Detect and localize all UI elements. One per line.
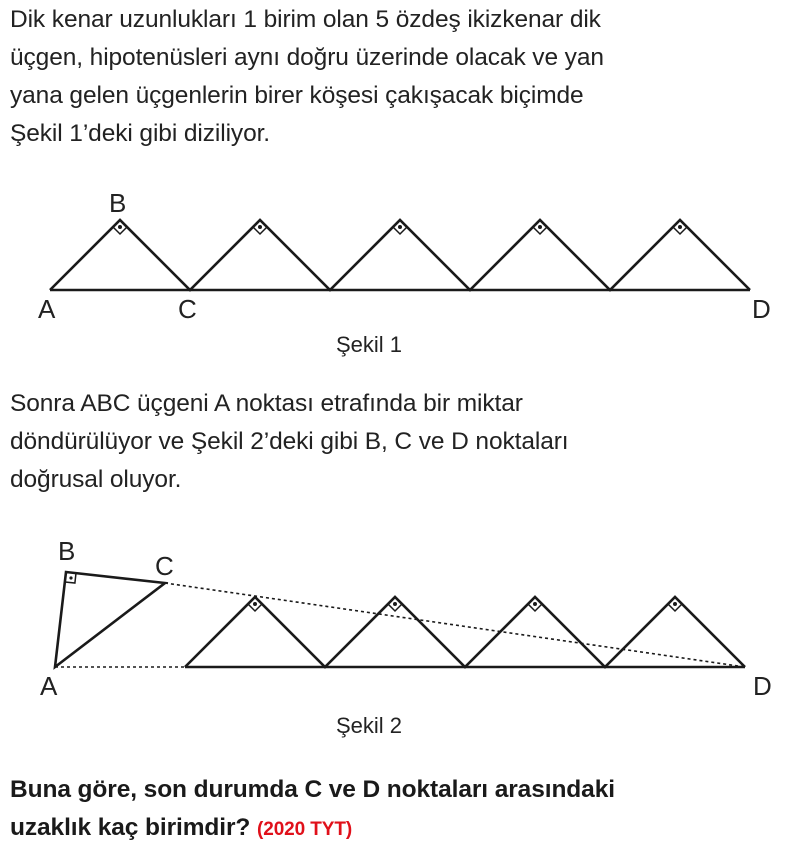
rotated-triangle-abc xyxy=(55,572,165,667)
dotted-line-c-to-d xyxy=(165,583,745,667)
intro-paragraph xyxy=(10,1,795,153)
triangle-legs xyxy=(185,597,745,667)
right-angle-dot xyxy=(253,602,257,606)
question-line: uzaklık kaç birimdir? xyxy=(10,814,251,841)
figure-2-caption: Şekil 2 xyxy=(336,713,403,738)
right-angle-dot xyxy=(398,225,402,229)
middle-paragraph xyxy=(10,385,795,499)
right-angle-dot xyxy=(69,576,72,579)
intro-line: Şekil 1’deki gibi diziliyor. xyxy=(10,120,271,147)
figure-2 xyxy=(0,535,800,745)
middle-line: Sonra ABC üçgeni A noktası etrafında bir miktar xyxy=(10,390,523,417)
triangle-legs xyxy=(50,220,750,290)
label-b: B xyxy=(58,536,76,566)
right-angle-dot xyxy=(118,225,122,229)
figure-1-caption: Şekil 1 xyxy=(336,332,403,357)
question-line-2 xyxy=(10,809,795,849)
right-angle-dot xyxy=(393,602,397,606)
label-b: B xyxy=(109,188,127,218)
intro-line: Dik kenar uzunlukları 1 birim olan 5 özdeş ikizkenar dik xyxy=(10,6,601,33)
figure-1 xyxy=(0,180,800,360)
label-d: D xyxy=(752,294,771,324)
right-angle-dot xyxy=(538,225,542,229)
right-angle-dot xyxy=(673,602,677,606)
label-c: C xyxy=(155,551,174,581)
right-angle-dot xyxy=(678,225,682,229)
question xyxy=(10,771,795,849)
question-line: Buna göre, son durumda C ve D noktaları arasındaki xyxy=(10,776,615,803)
right-angle-dot xyxy=(533,602,537,606)
middle-line: döndürülüyor ve Şekil 2’deki gibi B, C ve D noktaları xyxy=(10,428,569,455)
label-c: C xyxy=(178,294,197,324)
label-a: A xyxy=(38,294,56,324)
right-angle-dot xyxy=(258,225,262,229)
label-d: D xyxy=(753,671,772,701)
intro-line: üçgen, hipotenüsleri aynı doğru üzerinde olacak ve yan xyxy=(10,44,604,71)
middle-line: doğrusal oluyor. xyxy=(10,466,182,493)
exam-tag: (2020 TYT) xyxy=(257,819,353,840)
intro-line: yana gelen üçgenlerin birer köşesi çakışacak biçimde xyxy=(10,82,584,109)
label-a: A xyxy=(40,671,58,701)
